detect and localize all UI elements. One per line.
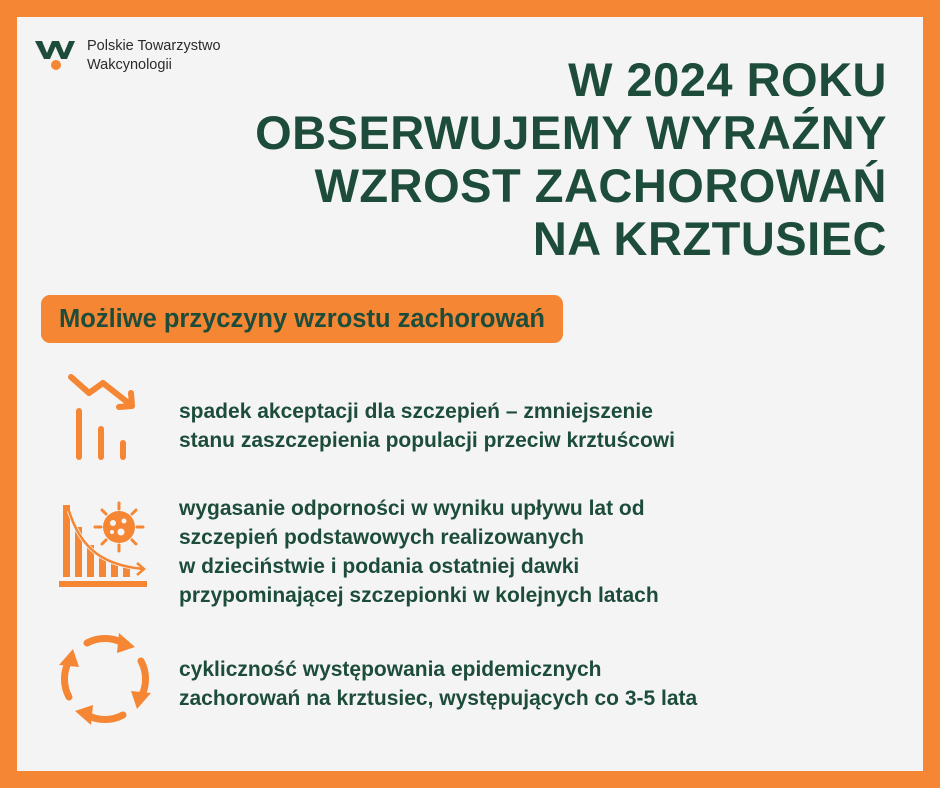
- logo-mark-icon: [35, 37, 79, 77]
- reason-1-line-1: spadek akceptacji dla szczepień – zmniejszenie: [179, 400, 653, 423]
- subheading-pill: Możliwe przyczyny wzrostu zachorowań: [41, 295, 563, 343]
- reason-text-3: [179, 655, 697, 713]
- headline-line-4: NA KRZTUSIEC: [532, 212, 887, 265]
- headline-line-2: OBSERWUJEMY WYRAŹNY: [255, 106, 887, 159]
- headline-line-1: W 2024 ROKU: [568, 53, 887, 106]
- reason-text-2: [179, 494, 659, 610]
- logo-line-1: Polskie Towarzystwo: [87, 38, 221, 54]
- reason-2-line-1: wygasanie odporności w wyniku upływu lat od: [179, 497, 645, 520]
- reason-text-1: [179, 397, 675, 455]
- headline: [127, 53, 887, 265]
- reason-1-line-2: stanu zaszczepienia populacji przeciw krztuścowi: [179, 429, 675, 452]
- reason-2-line-4: przypominającej szczepionki w kolejnych latach: [179, 584, 659, 607]
- cycle-arrows-icon: [57, 631, 153, 727]
- virus-decline-chart-icon: [57, 499, 153, 591]
- reason-3-line-2: zachorowań na krztusiec, występujących co 3-5 lata: [179, 687, 698, 710]
- logo-line-2: Wakcynologii: [87, 57, 172, 73]
- reason-2-line-3: w dzieciństwie i podania ostatniej dawki: [179, 555, 580, 578]
- headline-line-3: WZROST ZACHOROWAŃ: [314, 159, 887, 212]
- reason-2-line-2: szczepień podstawowych realizowanych: [179, 526, 584, 549]
- declining-chart-icon: [65, 365, 145, 465]
- infographic-card: [17, 17, 923, 771]
- reason-3-line-1: cykliczność występowania epidemicznych: [179, 658, 602, 681]
